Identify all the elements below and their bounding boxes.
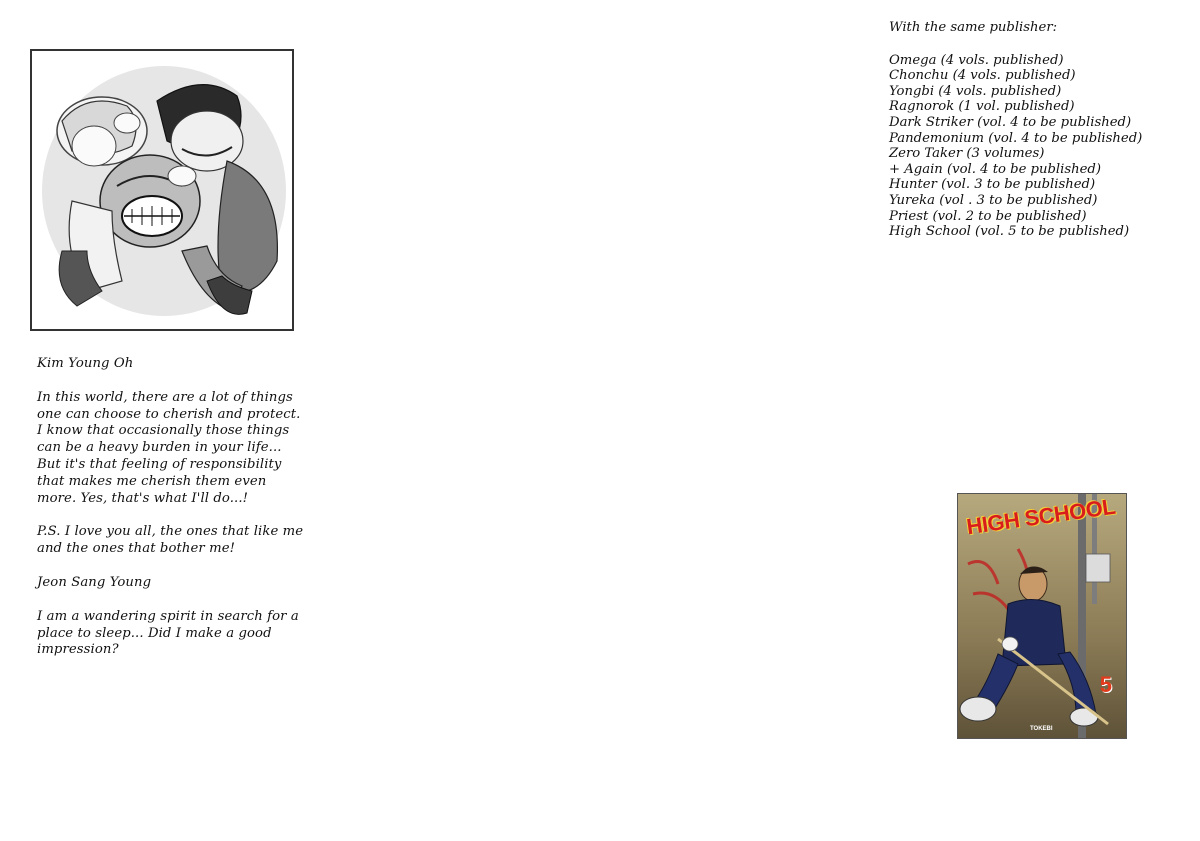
author-bios [37,356,307,676]
book-cover [957,493,1127,739]
publisher-title-list [889,53,1189,240]
publisher-list-section [889,20,1189,240]
title-item: Dark Striker (vol. 4 to be published) [889,114,1132,130]
title-item: Ragnorok (1 vol. published) [889,99,1075,115]
cover-volume-number: 5 [1099,672,1112,697]
author-illustration [30,49,294,331]
author1-text: In this world, there are a lot of things one can choose to cherish and protect. I know that occasionally those things can be a heavy burden in your life... But it's that feeling of responsibility that makes me cherish them even more. Yes, that's what I'll do...! [37,389,301,506]
title-item: Priest (vol. 2 to be published) [889,208,1087,224]
cover-title: HIGH SCHOOL [964,493,1117,540]
title-item: Omega (4 vols. published) [889,52,1064,68]
title-item: Chonchu (4 vols. published) [889,68,1076,84]
title-item: Hunter (vol. 3 to be published) [889,177,1096,193]
publisher-heading: With the same publisher: [889,20,1058,35]
title-item: Yongbi (4 vols. published) [889,83,1062,99]
cover-brand: TOKEBI [1030,726,1053,732]
author2-text: I am a wandering spirit in search for a place to sleep... Did I make a good impression? [37,608,299,658]
title-item: Yureka (vol . 3 to be published) [889,192,1098,208]
title-item: Pandemonium (vol. 4 to be published) [889,130,1143,146]
title-item: High School (vol. 5 to be published) [889,224,1130,240]
author1-name: Kim Young Oh [37,356,134,371]
author1-ps: P.S. I love you all, the ones that like me and the ones that bother me! [37,524,304,557]
illustration-drawing [32,51,292,329]
title-item: Zero Taker (3 volumes) [889,146,1045,162]
author2-name: Jeon Sang Young [37,574,152,590]
title-item: + Again (vol. 4 to be published) [889,161,1102,177]
